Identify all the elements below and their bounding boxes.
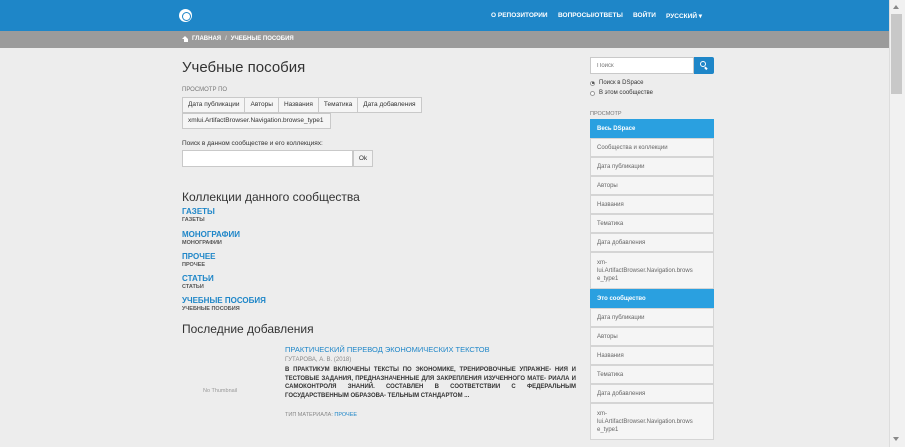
- scrollbar-thumb[interactable]: [891, 14, 902, 94]
- sidebar-item-authors[interactable]: Авторы: [590, 176, 714, 195]
- sidebar-item-community-titles[interactable]: Названия: [590, 346, 714, 365]
- nav-about-label: О РЕПОЗИТОРИИ: [491, 12, 548, 19]
- collections-heading: Коллекции данного сообщества: [182, 190, 360, 204]
- sidebar-item-all-dspace[interactable]: Весь DSpace: [590, 119, 714, 138]
- language-label: РУССКИЙ ▾: [666, 12, 703, 20]
- sidebar-item-this-community[interactable]: Это сообщество: [590, 289, 714, 308]
- sidebar-item-date-added[interactable]: Дата добавления: [590, 233, 714, 252]
- sidebar-search-input[interactable]: [590, 57, 694, 74]
- sidebar-item-communities[interactable]: Сообщества и коллекции: [590, 138, 714, 157]
- nav-login-label: ВОЙТИ: [633, 12, 656, 19]
- item-thumbnail-placeholder[interactable]: No Thumbnail: [203, 388, 238, 394]
- nav-about-repository[interactable]: [491, 0, 548, 31]
- collection-link[interactable]: МОНОГРАФИИ: [182, 230, 240, 239]
- item-title-link[interactable]: ПРАКТИЧЕСКИЙ ПЕРЕВОД ЭКОНОМИЧЕСКИХ ТЕКСТОВ: [285, 345, 490, 354]
- sidebar-item-date[interactable]: Дата публикации: [590, 157, 714, 176]
- logo-icon[interactable]: [179, 9, 192, 22]
- browse-tabs: [182, 97, 421, 113]
- item-type-label: ТИП МАТЕРИАЛА:: [285, 412, 333, 418]
- sidebar-search-button[interactable]: [694, 57, 714, 74]
- sidebar-item-community-browse-type[interactable]: xm- lui.ArtifactBrowser.Navigation.brows e_type1: [590, 403, 714, 440]
- breadcrumb-home[interactable]: ГЛАВНАЯ: [192, 36, 222, 42]
- browse-tab-date[interactable]: Дата публикации: [182, 97, 245, 113]
- collection-subtitle: УЧЕБНЫЕ ПОСОБИЯ: [182, 306, 240, 312]
- collection-subtitle: СТАТЬИ: [182, 284, 204, 290]
- community-search-label: Поиск в данном сообществе и его коллекциях:: [182, 140, 323, 147]
- breadcrumb: [182, 36, 294, 42]
- page-title: Учебные пособия: [182, 59, 306, 76]
- radio-search-dspace[interactable]: [590, 80, 644, 86]
- scroll-up-icon[interactable]: [893, 5, 899, 9]
- recent-heading: Последние добавления: [182, 322, 314, 336]
- radio-community-label: В этом сообществе: [599, 90, 653, 96]
- collection-link[interactable]: УЧЕБНЫЕ ПОСОБИЯ: [182, 296, 266, 305]
- sidebar-item-subjects[interactable]: Тематика: [590, 214, 714, 233]
- browse-tab-type[interactable]: xmlui.ArtifactBrowser.Navigation.browse_type1: [182, 113, 331, 129]
- top-navbar: [0, 0, 889, 31]
- community-search-button[interactable]: Ok: [353, 150, 373, 167]
- browse-caption: ПРОСМОТР ПО: [182, 87, 228, 93]
- sidebar-browse-caption: ПРОСМОТР: [590, 111, 622, 117]
- sidebar-item-browse-type[interactable]: xm- lui.ArtifactBrowser.Navigation.brows e_type1: [590, 252, 714, 289]
- item-author: ГУТАРОВА, А. В. (2018): [285, 357, 352, 363]
- item-abstract: В ПРАКТИКУМ ВКЛЮЧЕНЫ ТЕКСТЫ ПО ЭКОНОМИКЕ, ТРЕНИРОВОЧНЫЕ УПРАЖНЕ- НИЯ И ТЕСТОВЫЕ ЗАДАНИЯ, ПРЕДНАЗНАЧЕННЫЕ ДЛЯ ЗАКРЕПЛЕНИЯ ИЗУЧЕННОГО МАТЕ- РИАЛА И САМОКОНТРОЛЯ ЗНАНИЙ. СОСТАВЛЕН В СООТВЕТСТВИИ С ФЕДЕРАЛЬНЫМ ГОСУДАРСТВЕННЫМ ОБРАЗОВА- ТЕЛЬНЫМ СТАНДАРТОМ ...: [285, 367, 576, 399]
- browse-tab-authors[interactable]: Авторы: [244, 97, 278, 113]
- radio-unchecked-icon: [590, 91, 595, 96]
- home-icon[interactable]: [182, 36, 189, 42]
- nav-login[interactable]: [633, 0, 656, 31]
- sidebar-item-community-date[interactable]: Дата публикации: [590, 308, 714, 327]
- language-dropdown[interactable]: [666, 0, 702, 31]
- sidebar-item-community-subjects[interactable]: Тематика: [590, 365, 714, 384]
- collection-subtitle: МОНОГРАФИИ: [182, 240, 222, 246]
- breadcrumb-separator: /: [225, 36, 227, 42]
- radio-dspace-label: Поиск в DSpace: [599, 80, 644, 86]
- collection-subtitle: ПРОЧЕЕ: [182, 262, 206, 268]
- community-search-input[interactable]: [182, 150, 353, 167]
- sidebar-item-community-date-added[interactable]: Дата добавления: [590, 384, 714, 403]
- collection-link[interactable]: СТАТЬИ: [182, 274, 214, 283]
- sidebar-item-titles[interactable]: Названия: [590, 195, 714, 214]
- browse-tab-subjects[interactable]: Тематика: [318, 97, 358, 113]
- radio-search-community[interactable]: [590, 90, 653, 96]
- item-type-link[interactable]: ПРОЧЕЕ: [334, 412, 358, 418]
- collection-link[interactable]: ГАЗЕТЫ: [182, 207, 215, 216]
- breadcrumb-bar: [0, 31, 889, 48]
- browse-tab-date-added[interactable]: Дата добавления: [357, 97, 421, 113]
- collection-link[interactable]: ПРОЧЕЕ: [182, 252, 216, 261]
- search-icon: [700, 61, 706, 67]
- collection-subtitle: ГАЗЕТЫ: [182, 217, 205, 223]
- radio-checked-icon: [590, 81, 595, 86]
- breadcrumb-current: УЧЕБНЫЕ ПОСОБИЯ: [230, 36, 294, 42]
- nav-faq[interactable]: [558, 0, 623, 31]
- scroll-down-icon[interactable]: [893, 437, 899, 441]
- item-type: [285, 412, 357, 418]
- browse-tab-titles[interactable]: Названия: [278, 97, 319, 113]
- nav-faq-label: ВОПРОСЫ/ОТВЕТЫ: [558, 12, 623, 19]
- sidebar-item-community-authors[interactable]: Авторы: [590, 327, 714, 346]
